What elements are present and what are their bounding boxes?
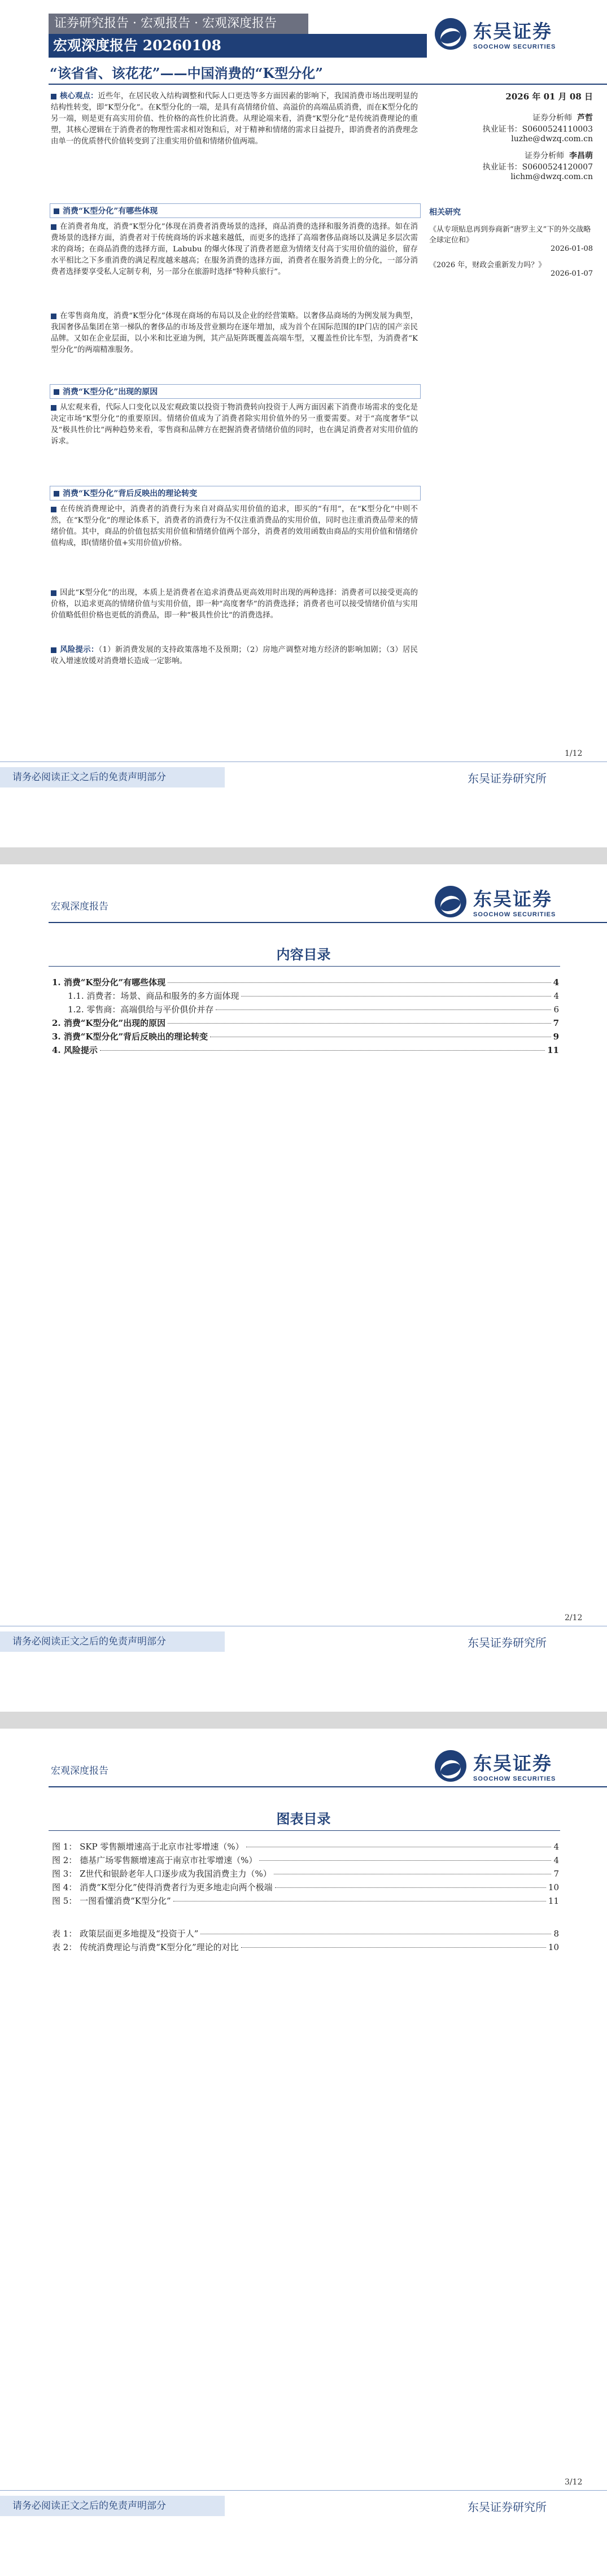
bullet-text: 近些年，在居民收入结构调整和代际人口更迭等多方面因素的影响下，我国消费市场出现明显的结构性转变，即“K型分化”。在K型分化的一端，是具有高情绪价值、高溢价的高端品质消费，而在K型分化的另一端，则是更有高实用价值、性价格的高性价比消费。从理论端来看，消费“K型分化”是传统消费理论的重塑，其核心逻辑在于消费者的物理性需求相对饱和后，对于精神和情绪的需求日益提升，即消费者的消费理念由单一的优质替代价值转变到了注重实用价值和情绪价值两端。 [51, 92, 418, 146]
footer-firm: 东吴证券研究所 [468, 772, 547, 785]
logo-cn-text: 东吴证券 [473, 1752, 552, 1774]
core-view-bullet [51, 90, 418, 147]
header-divider [49, 922, 607, 923]
section-heading: 消费“K型分化”背后反映出的理论转变 [54, 488, 197, 499]
bullet-square-icon [51, 224, 56, 230]
risk-bullet [51, 644, 418, 667]
reason-bullet [51, 402, 418, 447]
bullet-square-icon [51, 507, 56, 512]
related-header: 相关研究 [429, 208, 461, 217]
analyst-cert: 执业证书：S0600524110003 [482, 125, 593, 134]
report-page-2 [0, 864, 607, 1712]
footer-firm: 东吴证券研究所 [468, 1636, 547, 1650]
analyst-name: 李昌萌 [569, 151, 593, 160]
footer-disclaimer[interactable]: 请务必阅读正文之后的免责声明部分 [0, 2496, 225, 2516]
report-page-3 [0, 1729, 607, 2576]
page-number: 2/12 [565, 1613, 583, 1622]
figure-toc-title: 图表目录 [276, 1811, 331, 1827]
footer-firm: 东吴证券研究所 [468, 2500, 547, 2514]
company-logo [435, 17, 556, 50]
toc-top-rule [49, 1830, 560, 1831]
bullet-text: 从宏观来看，代际人口变化以及宏观政策以投资于物消费转向投资于人两方面因素下消费市场需求的变化是决定市场“K型分化”的重要原因。情绪价值成为了消费者除实用价值外的另一重要需要。对于“高度奢华”以及“极具性价比”两种趋势来看，零售商和品牌方在把握消费者情绪价值的同时，也在满足消费者对实用价值的诉求。 [51, 403, 418, 446]
analyst-cert: 执业证书：S0600524120007 [482, 163, 593, 172]
logo-mark-icon [435, 18, 466, 50]
figure-entry[interactable]: 图 5： 一图看懂消费“K型分化” 11 [52, 1896, 559, 1906]
consumer-bullet [51, 221, 418, 278]
page-header: 宏观深度报告 [51, 901, 108, 912]
bullet-square-icon [51, 647, 56, 653]
report-type-banner: 宏观深度报告 20260108 [49, 34, 427, 58]
logo-en-text: SOOCHOW SECURITIES [473, 1776, 556, 1782]
company-logo [435, 885, 556, 918]
toc-entry[interactable]: 3. 消费“K型分化”背后反映出的理论转变 9 [52, 1032, 559, 1042]
toc-top-rule [49, 966, 560, 967]
toc-title: 内容目录 [276, 947, 331, 963]
figure-entry[interactable]: 图 3： Z世代和银龄老年人口逐步成为我国消费主力（%） 7 [52, 1869, 559, 1879]
logo-en-text: SOOCHOW SECURITIES [473, 43, 556, 50]
bullet-text: 在传统消费理论中，消费者的消费行为来自对商品实用价值的追求，即买的“有用”，在“K型分化”中则不然，在“K型分化”的理论体系下，消费者的消费行为不仅注重消费品的实用价值，同时也注重消费品带来的情绪价值。其中，商品的价值包括实用价值和情绪价值两个部分，消费者的效用函数由商品的实用价值和情绪价值构成，即(情绪价值+实用价值)/价格。 [51, 505, 418, 547]
bullet-square-icon [51, 590, 56, 596]
company-logo [435, 1749, 556, 1782]
report-page-1 [0, 0, 607, 847]
report-title: “该省省、该花花”——中国消费的“K型分化” [50, 65, 324, 81]
page-header: 宏观深度报告 [51, 1765, 108, 1777]
footer-disclaimer[interactable]: 请务必阅读正文之后的免责声明部分 [0, 767, 225, 787]
header-divider [49, 1786, 607, 1787]
bullet-text: 因此“K型分化”的出现，本质上是消费者在追求消费品更高效用时出现的两种选择：消费者可以接受更高的价格，以追求更高的情绪价值与实用价值，即一种“高度奢华”的消费选择；消费者也可以接受情绪价值与实用价值略低但价格也更低的消费品，即一种“极具性价比”的消费选择。 [51, 589, 418, 620]
report-date: 2026 年 01 月 08 日 [505, 92, 593, 102]
figure-entry[interactable]: 图 1： SKP 零售额增速高于北京市社零增速（%） 4 [52, 1842, 559, 1852]
retailer-bullet [51, 311, 418, 356]
bullet-text: （1）新消费发展的支持政策落地不及预期；（2）房地产调整对地方经济的影响加剧；（3）居民收入增速放缓对消费增长造成一定影响。 [51, 646, 418, 665]
bullet-square-icon [54, 389, 59, 395]
logo-mark-icon [435, 1750, 466, 1782]
bullet-square-icon [51, 405, 56, 411]
page-number: 3/12 [565, 2478, 583, 2487]
logo-cn-text: 东吴证券 [473, 20, 552, 42]
bullet-square-icon [51, 94, 56, 99]
footer-disclaimer[interactable]: 请务必阅读正文之后的免责声明部分 [0, 1631, 225, 1652]
table-entry[interactable]: 表 1： 政策层面更多地提及“投资于人” 8 [52, 1929, 559, 1939]
analyst-email[interactable]: lichm@dwzq.com.cn [510, 172, 593, 181]
table-entry[interactable]: 表 2： 传统消费理论与消费“K型分化”理论的对比 10 [52, 1942, 559, 1952]
analyst-name: 芦哲 [577, 114, 593, 123]
logo-cn-text: 东吴证券 [473, 888, 552, 910]
bullet-square-icon [54, 491, 59, 497]
conclusion-bullet [51, 588, 418, 621]
analyst-block-1 [429, 112, 593, 143]
analyst-role: 证券分析师 [525, 151, 565, 160]
bullet-square-icon [51, 314, 56, 319]
analyst-email[interactable]: luzhe@dwzq.com.cn [511, 134, 593, 143]
toc-entry[interactable]: 2. 消费“K型分化”出现的原因 7 [52, 1018, 559, 1028]
logo-en-text: SOOCHOW SECURITIES [473, 911, 556, 918]
toc-entry[interactable]: 1. 消费“K型分化”有哪些体现 4 [52, 977, 559, 987]
bullet-label: 核心观点： [60, 92, 98, 101]
bullet-square-icon [54, 208, 59, 214]
doc-category-banner: 证券研究报告 · 宏观报告 · 宏观深度报告 [49, 14, 308, 34]
bullet-label: 风险提示： [60, 645, 99, 654]
page-number: 1/12 [565, 749, 583, 758]
bullet-text: 在消费者角度，消费“K型分化”体现在消费者消费场景的选择，商品消费的选择和服务消费的选择。如在消费场景的选择方面，消费者对于传统商场的诉求越来越低，而更多的选择了高端奢侈品商场以及满足多层次需求的商场；在商品消费的选择方面，Labubu 的爆火体现了消费者愿意为情绪支付高于实用价值的溢价，留存水平相比之下多重消费的满足程度越来越高；在服务消费的选择方面，消费者在服务消费上的分化，一部分消费者选择要享受私人定制专利，另一部分在旅游时选择“特种兵旅行”。 [51, 223, 418, 276]
figure-entry[interactable]: 图 2： 德基广场零售额增速高于南京市社零增速（%） 4 [52, 1855, 559, 1865]
figure-entry[interactable]: 图 4： 消费“K型分化”使得消费者行为更多地走向两个极端 10 [52, 1882, 559, 1892]
footer-rule [0, 2490, 607, 2491]
toc-entry[interactable]: 1.2. 零售商：高端俱给与平价俱价并存 6 [68, 1004, 559, 1015]
section-heading: 消费“K型分化”出现的原因 [54, 386, 158, 397]
toc-entry[interactable]: 1.1. 消费者：场景、商品和服务的多方面体现 4 [68, 991, 559, 1001]
theory-bullet [51, 504, 418, 549]
analyst-block-2 [429, 150, 593, 181]
related-date: 2026-01-08 [551, 245, 593, 253]
section-heading: 消费“K型分化”有哪些体现 [54, 205, 158, 216]
bullet-text: 在零售商角度，消费“K型分化”体现在商场的布局以及企业的经营策略。以奢侈品商场的为例发展为典型，我国奢侈品集团在第一梯队的奢侈品的市场及营业额均在逐年增加，成为首个在国际范围的IP门店的国产亲民品牌。又如在企业层面，以小米和比亚迪为例，其产品矩阵既覆盖高端车型，又覆盖性价比车型，为消费者“K型分化”的两端精准服务。 [51, 312, 418, 354]
toc-entry[interactable]: 4. 风险提示 11 [52, 1045, 559, 1055]
related-item[interactable]: 《从专项贴息再到券商新“唐罗主义”下的外交战略全球定位和》 [429, 225, 591, 245]
related-date: 2026-01-07 [551, 269, 593, 278]
related-research [429, 206, 593, 278]
analyst-role: 证券分析师 [532, 114, 573, 123]
logo-mark-icon [435, 886, 466, 917]
related-item[interactable]: 《2026 年，财政会重新发力吗？》 [429, 261, 546, 269]
title-divider [49, 84, 607, 85]
